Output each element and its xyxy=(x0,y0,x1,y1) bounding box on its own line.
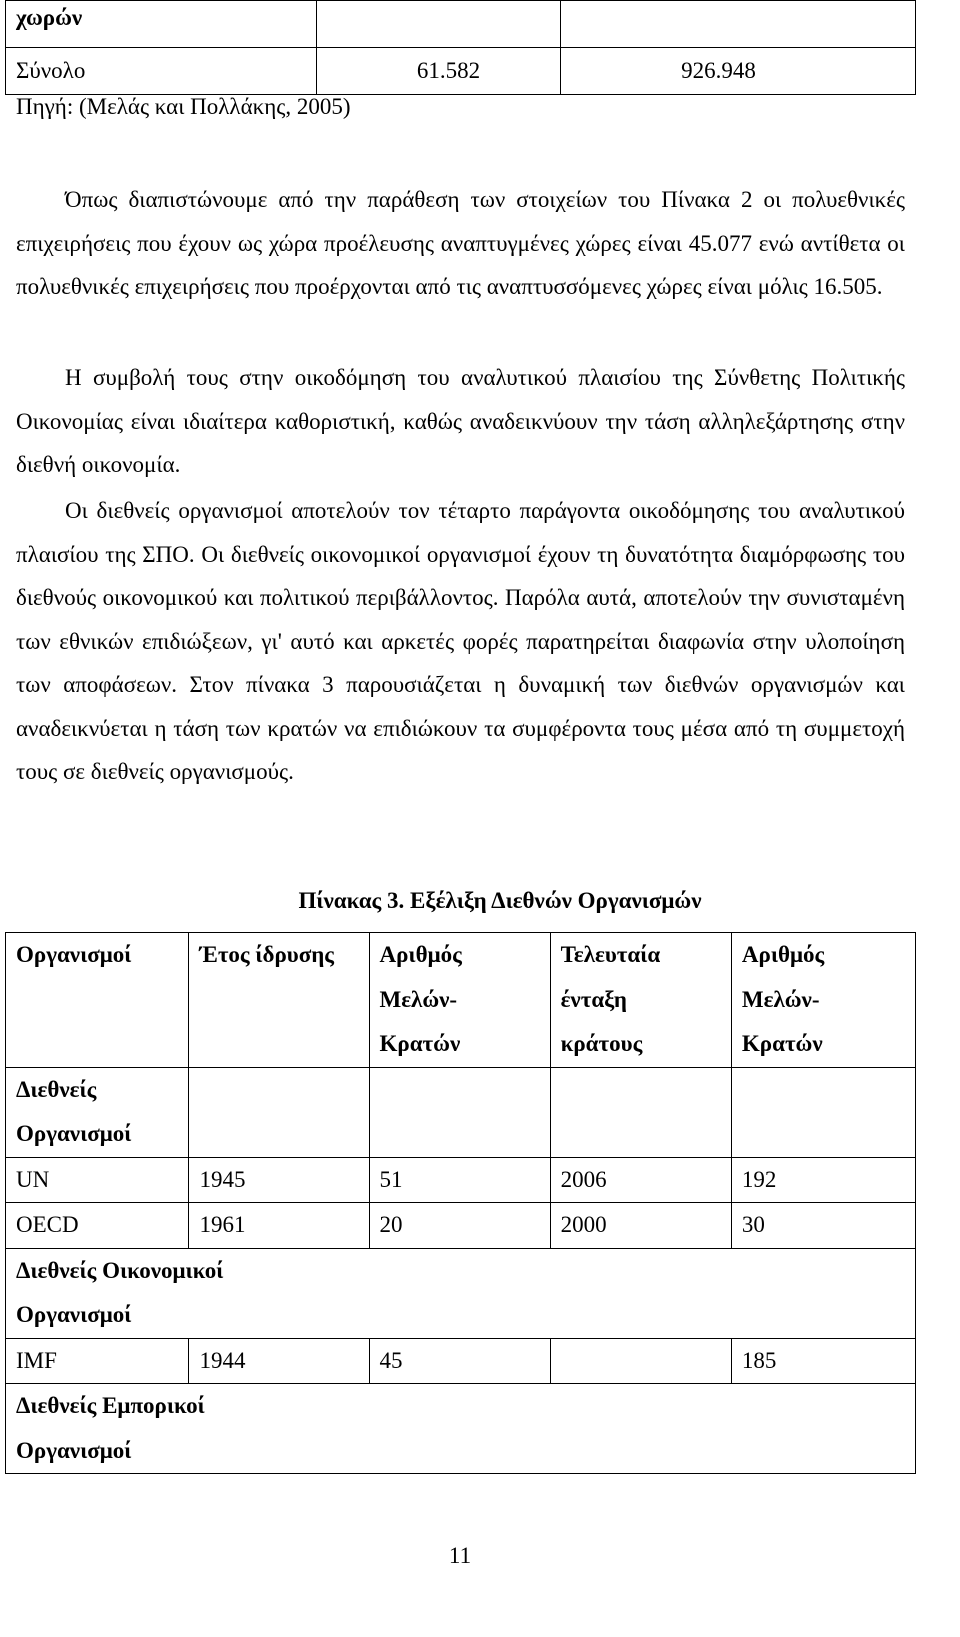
total-label: Σύνολο xyxy=(6,48,317,95)
header-text: Έτος ίδρυσης xyxy=(199,942,334,967)
table-cell: UN xyxy=(6,1157,189,1203)
header-cell xyxy=(369,933,550,1068)
paragraph-text: Όπως διαπιστώνουμε από την παράθεση των στοιχείων του Πίνακα 2 οι πολυεθνικές επιχειρήσεις που έχουν ως χώρα προέλευσης αναπτυγμένες χώρες είναι 45.077 ενώ αντίθετα οι πολυεθνικές επιχειρήσεις που προέρχονται από τις αναπτυσσόμενες χώρες είναι μόλις 16.505. xyxy=(16,187,905,299)
table-cell xyxy=(550,1338,731,1384)
header-line: Κρατών xyxy=(379,1031,461,1056)
table-row xyxy=(6,1203,916,1249)
table-cell: OECD xyxy=(6,1203,189,1249)
table-cell: 45 xyxy=(369,1338,550,1384)
table-cell: 185 xyxy=(731,1338,915,1384)
caption-text: Πίνακας 3. Εξέλιξη Διεθνών Οργανισμών xyxy=(298,888,702,913)
section-line: Οργανισμοί xyxy=(16,1121,132,1146)
table-2-fragment xyxy=(5,0,916,95)
table-cell: 1944 xyxy=(189,1338,369,1384)
section-title xyxy=(6,1384,916,1474)
header-line: ένταξη xyxy=(560,986,627,1012)
header-line: Κρατών xyxy=(741,1031,823,1056)
header-line: Αριθμός xyxy=(741,942,825,967)
table-cell: 20 xyxy=(369,1203,550,1249)
table-row-total xyxy=(6,48,916,95)
header-text: Οργανισμοί xyxy=(16,942,132,967)
table-cell xyxy=(369,1067,550,1157)
total-value-2: 926.948 xyxy=(561,48,916,95)
table-cell xyxy=(731,1067,915,1157)
header-cell xyxy=(731,933,915,1068)
section-title xyxy=(6,1248,916,1338)
section-line: Οργανισμοί xyxy=(16,1302,132,1327)
table-cell: 1945 xyxy=(189,1157,369,1203)
paragraph xyxy=(16,356,905,487)
source-note: Πηγή: (Μελάς και Πολλάκης, 2005) xyxy=(16,94,351,119)
page-number: 11 xyxy=(448,1543,472,1568)
table-cell: 192 xyxy=(731,1157,915,1203)
table-cell: χωρών xyxy=(6,1,317,48)
table-cell xyxy=(317,1,561,48)
section-line: Οργανισμοί xyxy=(16,1437,132,1463)
header-line: Μελών- xyxy=(379,986,458,1012)
table-row xyxy=(6,1157,916,1203)
table-cell: 51 xyxy=(369,1157,550,1203)
table-cell xyxy=(189,1067,369,1157)
table-3-caption xyxy=(0,888,960,914)
section-line: Διεθνείς Οικονομικοί xyxy=(16,1257,224,1283)
header-cell xyxy=(550,933,731,1068)
table-cell: IMF xyxy=(6,1338,189,1384)
table-cell: 1961 xyxy=(189,1203,369,1249)
section-line: Διεθνείς xyxy=(16,1076,97,1102)
header-line: κράτους xyxy=(560,1031,643,1056)
table-row xyxy=(6,1338,916,1384)
header-cell xyxy=(189,933,369,1068)
table-cell: 30 xyxy=(731,1203,915,1249)
table-cell xyxy=(561,1,916,48)
header-line: Μελών- xyxy=(741,986,820,1012)
header-cell xyxy=(6,933,189,1068)
table-row xyxy=(6,1,916,48)
paragraph-text: Η συμβολή τους στην οικοδόμηση του αναλυτικού πλαισίου της Σύνθετης Πολιτικής Οικονομίας είναι ιδιαίτερα καθοριστική, καθώς αναδεικνύουν την τάση αλληλεξάρτησης στην διεθνή οικονομία. xyxy=(16,365,905,477)
table-cell: 2000 xyxy=(550,1203,731,1249)
table-section-row xyxy=(6,1384,916,1474)
section-line: Διεθνείς Εμπορικοί xyxy=(16,1393,205,1418)
section-title xyxy=(6,1067,189,1157)
paragraph xyxy=(16,178,905,309)
table-cell xyxy=(550,1067,731,1157)
table-section-row xyxy=(6,1067,916,1157)
total-value-1: 61.582 xyxy=(317,48,561,95)
paragraph-text: Οι διεθνείς οργανισμοί αποτελούν τον τέταρτο παράγοντα οικοδόμησης του αναλυτικού πλαισίου της ΣΠΟ. Οι διεθνείς οικονομικοί οργανισμοί έχουν τη δυνατότητα διαμόρφωσης του διεθνούς οικονομικού και πολιτικού περιβάλλοντος. Παρόλα αυτά, αποτελούν την συνισταμένη των εθνικών επιδιώξεων, γι' αυτό και αρκετές φορές παρατηρείται διαφωνία στην υλοποίηση των αποφάσεων. Στον πίνακα 3 παρουσιάζεται η δυναμική των διεθνών οργανισμών και αναδεικνύεται η τάση των κρατών να επιδιώκουν τα συμφέροντα τους μέσα από τη συμμετοχή τους σε διεθνείς οργανισμούς. xyxy=(16,498,905,784)
header-line: Τελευταία xyxy=(560,942,661,967)
paragraph xyxy=(16,489,905,794)
table-section-row xyxy=(6,1248,916,1338)
table-3 xyxy=(5,932,916,1474)
table-header-row xyxy=(6,933,916,1068)
header-line: Αριθμός xyxy=(379,942,462,967)
table-cell: 2006 xyxy=(550,1157,731,1203)
